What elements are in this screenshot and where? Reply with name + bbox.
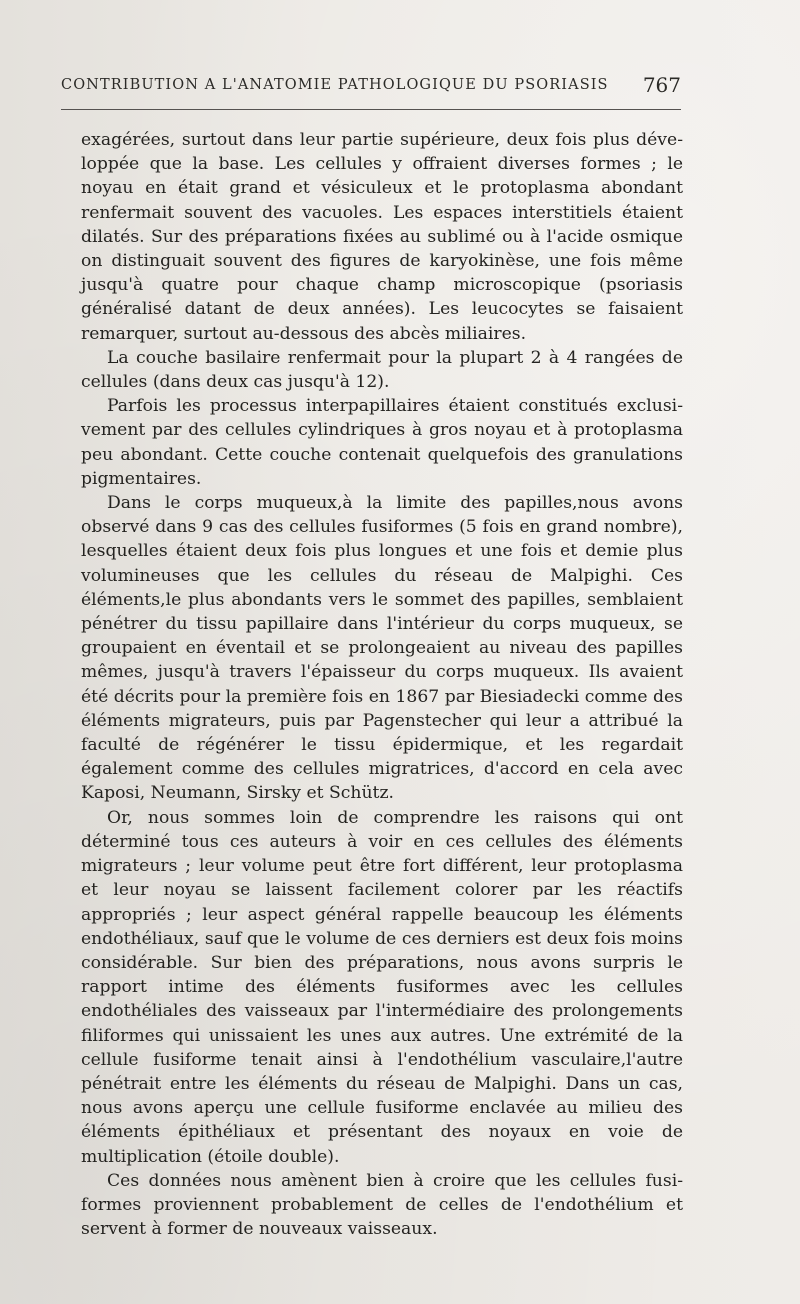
paragraph-corps-muqueux: Dans le corps muqueux,à la limite des papilles,nous avons observé dans 9 cas des cellules fusiformes (5 fois en grand nombre), lesquelles étaient deux fois plus longues et une fois et demie plus volumineuses que les cellules du réseau de Malpighi. Ces éléments,le plus abondants vers le sommet des papilles, semblaient pénétrer du tissu papillaire dans l'intérieur du corps muqueux, se groupaient en éventail et se prolongeaient au niveau des papilles mêmes, jusqu'à travers l'épaisseur du corps muqueux. Ils avaient été décrits pour la première fois en 1867 par Biesiadecki comme des éléments migrateurs, puis par Pagenstecher qui leur a attribué la faculté de régénérer le tissu épidermique, et les regardait également comme des cellules migratrices, d'accord en cela avec Kaposi, Neumann, Sirsky et Schütz. [81, 493, 683, 804]
body-text [81, 128, 683, 1241]
paragraph-conclusion: Ces données nous amènent bien à croire que les cellules fusiformes proviennent probablement de celles de l'endothélium et servent à former de nouveaux vaisseaux. [81, 1170, 683, 1240]
paragraph-elements-migrateurs: Or, nous sommes loin de comprendre les raisons qui ont déterminé tous ces auteurs à voir en ces cellules des éléments migrateurs ; leur volume peut être fort différent, leur protoplasma et leur noyau se laissent facilement colorer par les réactifs appropriés ; leur aspect général rappelle beaucoup les éléments endothéliaux, sauf que le volume de ces derniers est deux fois moins considérable. Sur bien des préparations, nous avons surpris le rapport intime des éléments fusiformes avec les cellules endothéliales des vaisseaux par l'intermédiaire des prolongements filiformes qui unissaient les unes aux autres. Une extrémité de la cellule fusiforme tenait ainsi à l'endothélium vasculaire,l'autre pénétrait entre les éléments du réseau de Malpighi. Dans un cas, nous avons aperçu une cellule fusiforme enclavée au milieu des éléments épithéliaux et présentant des noyaux en voie de multiplication (étoile double). [81, 807, 683, 1167]
paragraph-continued: exagérées, surtout dans leur partie supérieure, deux fois plus développée que la base. Les cellules y offraient diverses formes ; le noyau en était grand et vésiculeux et le protoplasma abondant renfermait souvent des vacuoles. Les espaces interstitiels étaient dilatés. Sur des préparations fixées au sublimé ou à l'acide osmique on distinguait souvent des figures de karyokinèse, une fois même jusqu'à quatre pour chaque champ microscopique (psoriasis généralisé datant de deux années). Les leucocytes se faisaient remarquer, surtout au-dessous des abcès miliaires. [81, 130, 683, 344]
running-head [61, 73, 681, 101]
paragraph-couche-basilaire: La couche basilaire renfermait pour la plupart 2 à 4 rangées de cellules (dans deux cas jusqu'à 12). [81, 347, 683, 393]
page-number: 767 [642, 73, 681, 97]
header-rule [61, 109, 681, 110]
running-title: CONTRIBUTION A L'ANATOMIE PATHOLOGIQUE DU PSORIASIS [61, 77, 609, 93]
paragraph-processus-interpapillaires: Parfois les processus interpapillaires étaient constitués exclusivement par des cellules cylindriques à gros noyau et à protoplasma peu abondant. Cette couche contenait quelquefois des granulations pigmentaires. [81, 396, 683, 489]
